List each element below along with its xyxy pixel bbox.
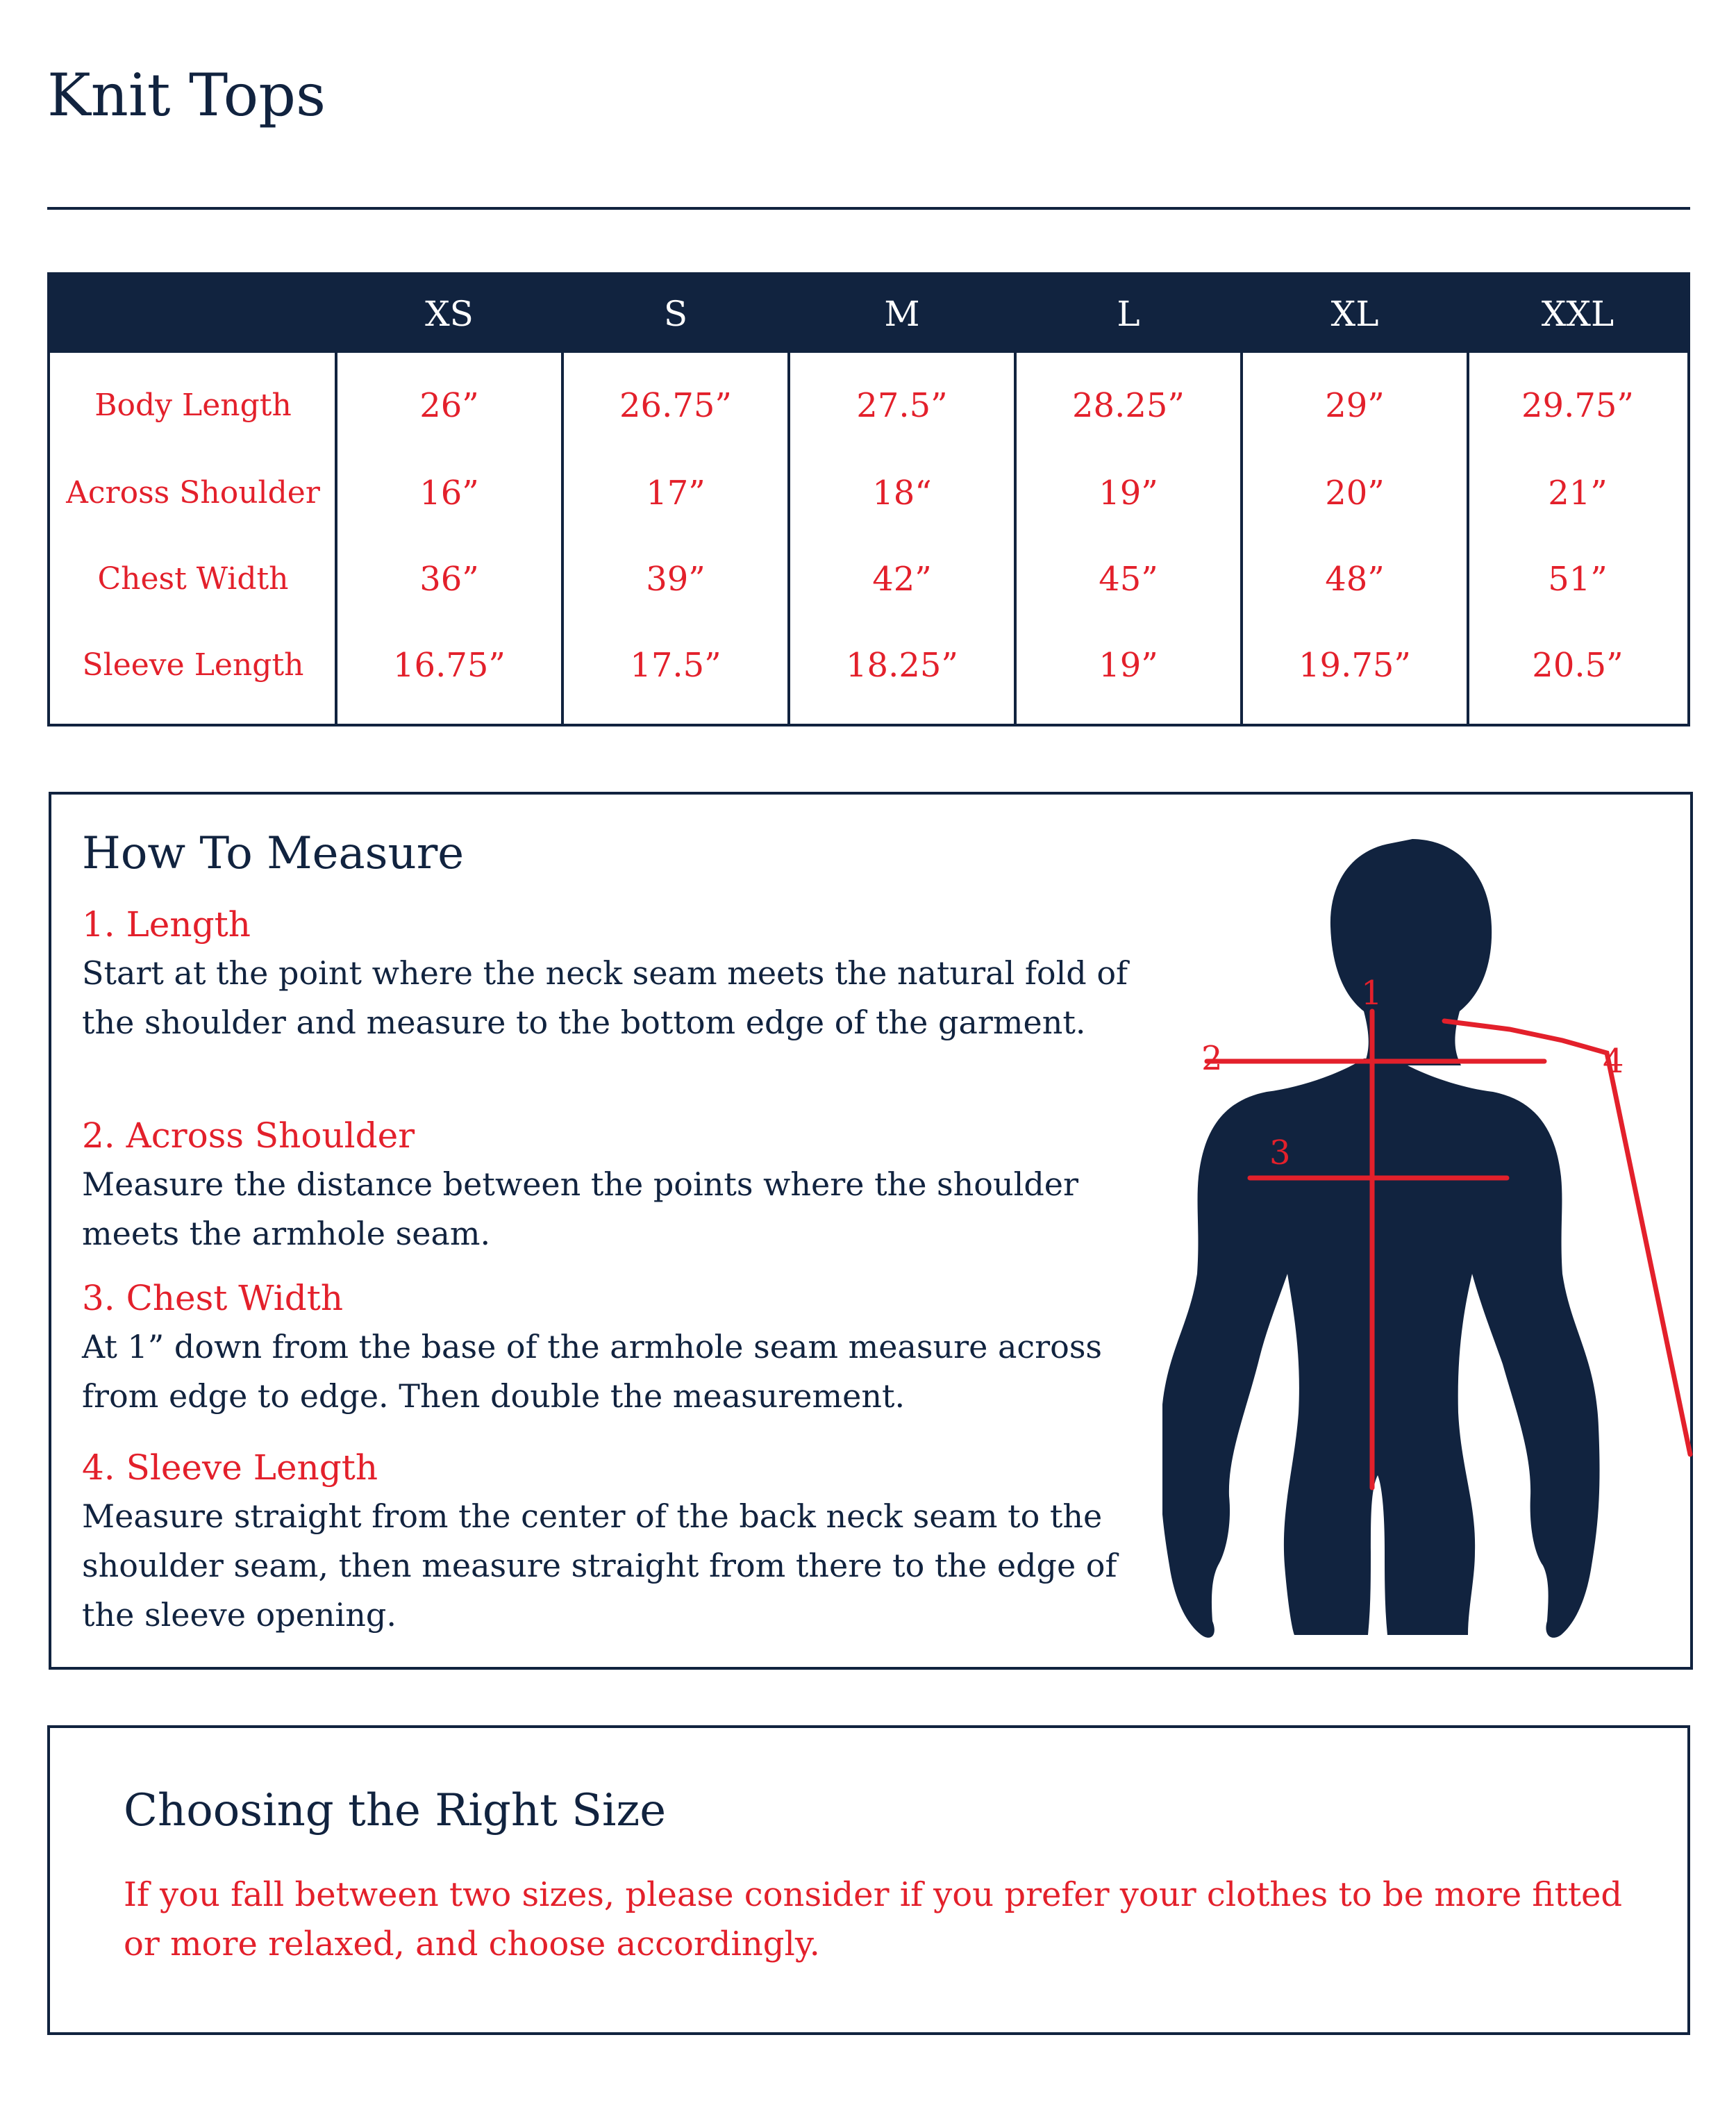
table-cell: 20” [1325, 474, 1385, 513]
table-cell: 45” [1099, 560, 1158, 599]
body-silhouette-figure [1162, 829, 1704, 1663]
title-divider [47, 207, 1690, 210]
size-header-cell: L [1117, 294, 1140, 334]
table-cell: 21” [1548, 474, 1608, 513]
table-cell: 29.75” [1521, 386, 1634, 425]
table-cell: 39” [646, 560, 706, 599]
table-cell: 42” [872, 560, 932, 599]
marker-1-label: 1 [1361, 974, 1383, 1013]
step-description: Measure straight from the center of the back neck seam to the shoulder seam, then measure straight from there to the edge of the sleeve opening. [82, 1497, 1117, 1634]
step-heading: 3. Chest Width [82, 1278, 344, 1318]
table-header [50, 275, 1687, 353]
table-cell: 19” [1099, 646, 1158, 685]
table-cell: 29” [1325, 386, 1385, 425]
size-header-cell: XS [425, 294, 474, 334]
how-to-measure-title: How To Measure [82, 828, 465, 879]
table-cell: 19” [1099, 474, 1158, 513]
table-cell: 18.25” [846, 646, 958, 685]
table-cell: 16” [419, 474, 479, 513]
step-heading: 4. Sleeve Length [82, 1447, 378, 1488]
step-description: Measure the distance between the points where the shoulder meets the armhole seam. [82, 1165, 1078, 1252]
silhouette-head [1330, 839, 1492, 1065]
marker-4-label: 4 [1603, 1042, 1624, 1081]
step-across-shoulder [82, 1111, 1165, 1259]
step-heading: 2. Across Shoulder [82, 1115, 415, 1156]
step-description: At 1” down from the base of the armhole seam measure across from edge to edge. Then double the measurement. [82, 1328, 1103, 1415]
step-description: Start at the point where the neck seam meets the natural fold of the shoulder and measure to the bottom edge of the garment. [82, 954, 1128, 1041]
row-label: Chest Width [97, 561, 289, 597]
table-cell: 26.75” [619, 386, 732, 425]
how-to-measure-panel [49, 792, 1693, 1670]
page-title: Knit Tops [47, 61, 326, 129]
table-cell: 26” [419, 386, 479, 425]
table-cell: 19.75” [1299, 646, 1411, 685]
table-cell: 28.25” [1072, 386, 1185, 425]
step-sleeve-length [82, 1443, 1165, 1640]
table-cell: 18“ [872, 474, 932, 513]
choosing-size-text: If you fall between two sizes, please consider if you prefer your clothes to be more fitted or more relaxed, and choose accordingly. [124, 1875, 1623, 1963]
choosing-size-panel [47, 1725, 1690, 2035]
table-cell: 20.5” [1532, 646, 1624, 685]
size-header-cell: XXL [1541, 294, 1614, 334]
table-cell: 27.5” [856, 386, 948, 425]
size-chart-table [47, 272, 1690, 726]
row-label: Across Shoulder [66, 475, 320, 510]
marker-2-label: 2 [1201, 1039, 1223, 1078]
table-cell: 36” [419, 560, 479, 599]
table-cell: 51” [1548, 560, 1608, 599]
table-cell: 17” [646, 474, 706, 513]
size-header-cell: S [663, 294, 688, 334]
size-header-cell: M [884, 294, 920, 334]
size-header-cell: XL [1330, 294, 1379, 334]
step-chest-width [82, 1274, 1165, 1421]
step-length [82, 900, 1165, 1047]
step-heading: 1. Length [82, 904, 251, 945]
table-cell: 16.75” [393, 646, 506, 685]
row-label: Sleeve Length [82, 647, 304, 683]
marker-3-label: 3 [1269, 1133, 1291, 1172]
silhouette-body [1162, 1058, 1600, 1638]
table-cell: 48” [1325, 560, 1385, 599]
choosing-size-title: Choosing the Right Size [124, 1785, 667, 1836]
row-label: Body Length [94, 388, 292, 423]
table-cell: 17.5” [630, 646, 721, 685]
